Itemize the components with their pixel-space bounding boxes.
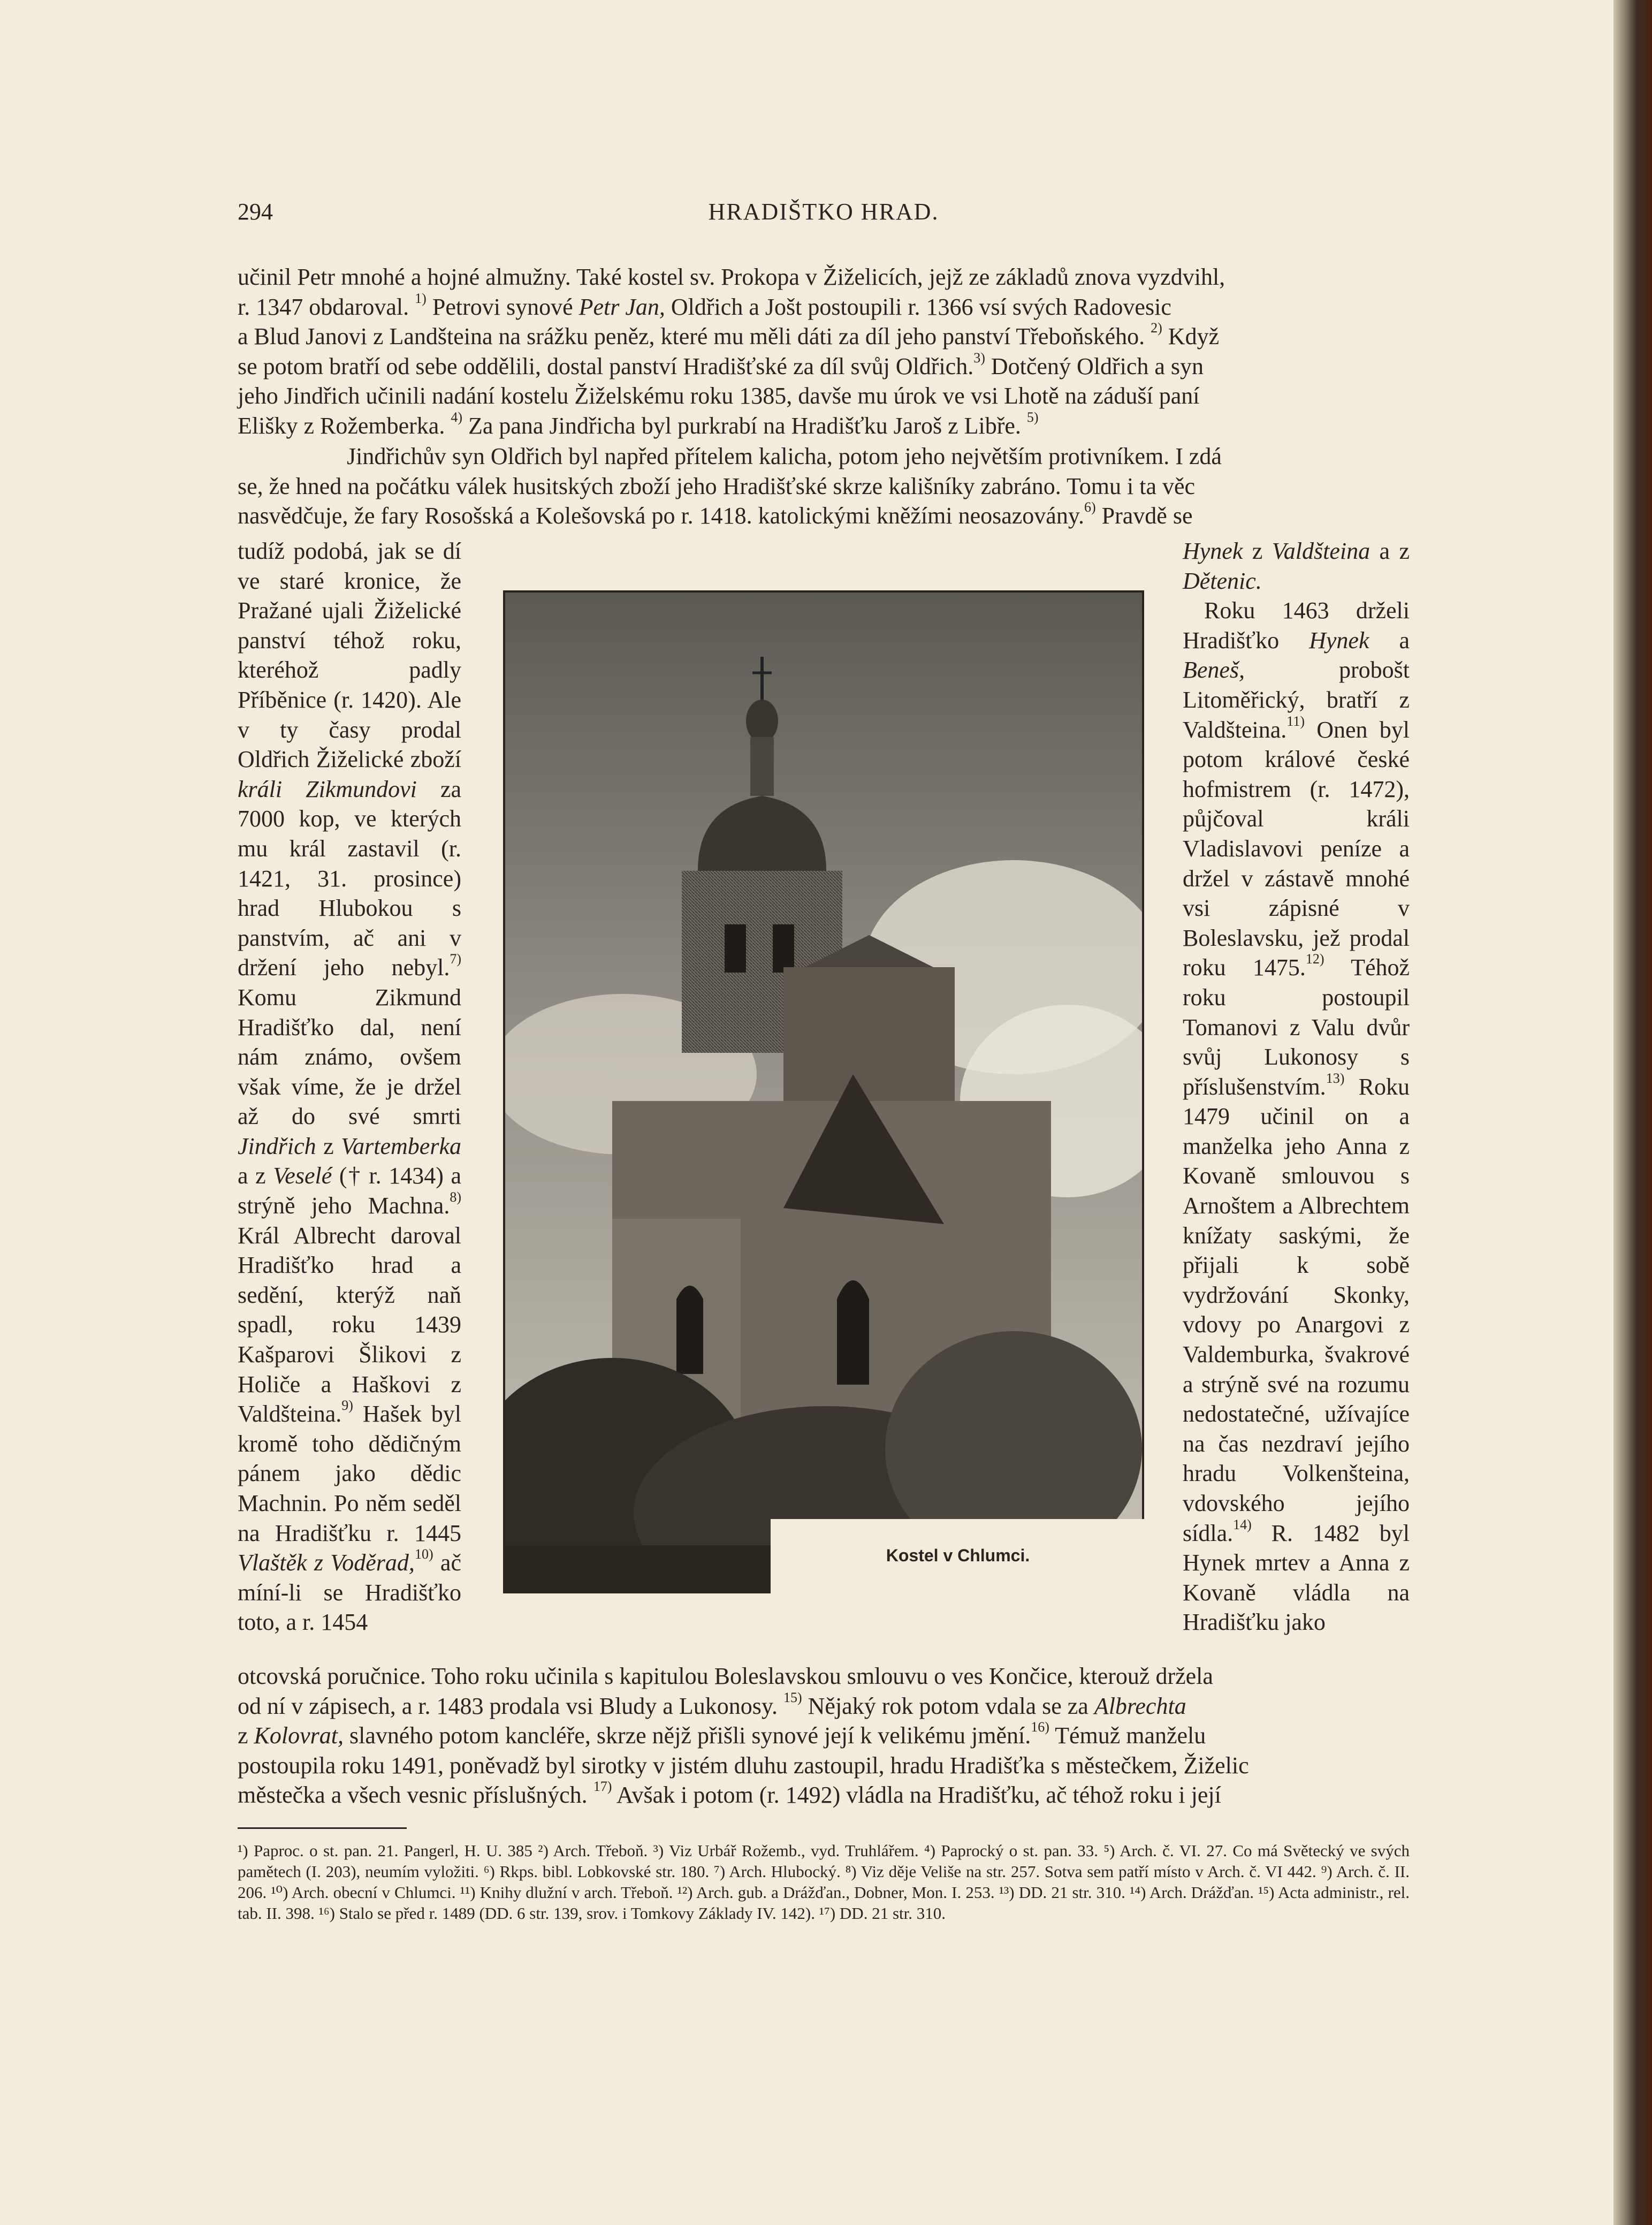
footnote-rule xyxy=(238,1827,407,1829)
para2-line: se, že hned na počátku válek husitských zboží jeho Hradišťské skrze kališníky zabráno. Tomu i ta věc xyxy=(238,473,1196,499)
page-number: 294 xyxy=(238,199,273,225)
para2-line: nasvědčuje, že fary Rosošská a Kolešovská po r. 1418. katolickými kněžími neosazovány.$^{6)}$ Pravdě se xyxy=(238,499,1193,529)
paragraph-1 xyxy=(238,262,1410,441)
left-column-text: tudíž podobá, jak se dí ve staré kronice, že Pražané ujali Žiželické panství téhož roku, kteréhož padly Příběnice (r. 1420). Ale v ty časy prodal Oldřich Žiželické zboží králi Zikmundovi za 7000 kop, ve kterých mu král zastavil (r. 1421, 31. prosince) hrad Hlubokou s panstvím, ač ani v držení jeho nebyl.$^{7)}$ Komu Zikmund Hradišťko dal, není nám známo, ovšem však víme, že je držel až do své smrti Jindřich z Vartemberka a z Veselé († r. 1434) a strýně jeho Machna.$^{8)}$ Král Albrecht daroval Hradišťko hrad a sedění, kterýž naň spadl, roku 1439 Kašparovi Šlikovi z Holiče a Haškovi z Valdšteina.$^{9)}$ Hašek byl kromě toho dědičným pánem jako dědic Machnin. Po něm seděl na Hradišťku r. 1445 Vlaštěk z Voděrad,$^{10)}$ ač míní-li se Hradišťko toto, a r. 1454 xyxy=(238,538,462,1636)
footnotes: ¹) Paproc. o st. pan. 21. Pangerl, H. U. 385 ²) Arch. Třeboň. ³) Viz Urbář Rožemb., vyd. Truhlářem. ⁴) Paprocký o st. pan. 33. ⁵) Arch. č. VI. 27. Co má Světecký ve svých pamětech (I. 203), neumím vyložiti. ⁶) Rkps. bibl. Lobkovské str. 180. ⁷) Arch. Hlubocký. ⁸) Viz děje Veliše na str. 257. Sotva sem patří místo v Arch. č. VI 442. ⁹) Arch. č. II. 206. ¹⁰) Arch. obecní v Chlumci. ¹¹) Knihy dlužní v arch. Třeboň. ¹²) Arch. gub. a Drážďan., Dobner, Mon. I. 253. ¹³) DD. 21 str. 310. ¹⁴) Arch. Drážďan. ¹⁵) Acta administr., rel. tab. II. 398. ¹⁶) Stalo se před r. 1489 (DD. 6 str. 139, srov. i Tomkovy Základy IV. 142). ¹⁷) DD. 21 str. 310. xyxy=(238,1841,1410,1923)
tower-window xyxy=(773,924,794,973)
page-header xyxy=(238,198,1410,236)
para1-line: učinil Petr mnohé a hojné almužny. Také kostel sv. Prokopa v Žiželicích, jejž ze základů znova vyzdvihl, xyxy=(238,264,1225,290)
paragraph-3 xyxy=(238,1661,1410,1810)
para3-line: městečka a všech vesnic příslušných. $^{17)}$ Avšak i potom (r. 1492) vládla na Hradišťku, ač téhož roku i její xyxy=(238,1779,1221,1809)
para1-line: se potom bratří od sebe oddělili, dostal panství Hradišťské za díl svůj Oldřich.$^{3)}$ Dotčený Oldřich a syn xyxy=(238,350,1204,379)
para3-line: otcovská poručnice. Toho roku učinila s kapitulou Boleslavskou smlouvu o ves Končice, kterouž držela xyxy=(238,1663,1213,1689)
para1-line: r. 1347 obdaroval. $^{1)}$ Petrovi synové Petr Jan, Oldřich a Jošt postoupili r. 1366 vsí svých Radovesic xyxy=(238,290,1171,320)
church-engraving-svg xyxy=(505,593,1142,1591)
lantern-bulb xyxy=(746,700,778,742)
church-window xyxy=(837,1280,869,1385)
right-column-text: Hynek z Valdšteina a z Dětenic. Roku 1463 drželi Hradišťko Hynek a Beneš, probošt Litoměřický, bratří z Valdšteina.$^{11)}$ Onen byl potom králové české hofmistrem (r. 1472), půjčoval králi Vladislavovi peníze a držel v zástavě mnohé vsi zápisné v Boleslavsku, jež prodal roku 1475.$^{12)}$ Téhož roku postoupil Tomanovi z Valu dvůr svůj Lukonosy s příslušenstvím.$^{13)}$ Roku 1479 učinil on a manželka jeho Anna z Kovaně smlouvou s Arnoštem a Albrechtem knížaty saskými, že přijali k sobě vydržování Skonky, vdovy po Anargovi z Valdemburka, švakrové a strýně své na rozumu nedostatečné, užívajíce na čas nezdraví jejího hradu Volkenšteina, vdovského jejího sídla.$^{14)}$ R. 1482 byl Hynek mrtev a Anna z Kovaně vládla na Hradišťku jako xyxy=(1183,538,1410,1636)
tower-window xyxy=(725,924,746,973)
para1-line: Elišky z Rožemberka. $^{4)}$ Za pana Jindřicha byl purkrabí na Hradišťku Jaroš z Libře. $^{5)}$ xyxy=(238,409,1039,439)
church-illustration xyxy=(503,590,1144,1593)
para1-line: a Blud Janovi z Landšteina na srážku peněz, které mu měli dáti za díl jeho panství Třeboňského. $^{2)}$ Když xyxy=(238,320,1220,350)
lantern xyxy=(750,737,774,796)
running-title: HRADIŠTKO HRAD. xyxy=(708,199,939,225)
paragraph-2 xyxy=(238,442,1410,531)
church-window xyxy=(676,1286,703,1374)
para3-line: postoupila roku 1491, poněvadž byl sirotky v jistém dluhu zastoupil, hradu Hradišťka s městečkem, Žiželic xyxy=(238,1752,1249,1779)
para1-line: jeho Jindřich učinili nadání kostelu Žiželskému roku 1385, davše mu úrok ve vsi Lhotě na záduší paní xyxy=(238,383,1200,409)
para3-line: od ní v zápisech, a r. 1483 prodala vsi Bludy a Lukonosy. $^{15)}$ Nějaký rok potom vdala se za Albrechta xyxy=(238,1689,1186,1719)
nave-upper xyxy=(783,967,955,1106)
book-spine xyxy=(1613,0,1652,2225)
para2-line: Jindřichův syn Oldřich byl napřed přítelem kalicha, potom jeho největším protivníkem. I zdá xyxy=(347,443,1222,469)
para3-line: z Kolovrat, slavného potom kancléře, skrze nějž přišli synové její k velikému jmění.$^{16)}$ Témuž manželu xyxy=(238,1719,1206,1749)
figure-caption: Kostel v Chlumci. xyxy=(886,1546,1030,1565)
